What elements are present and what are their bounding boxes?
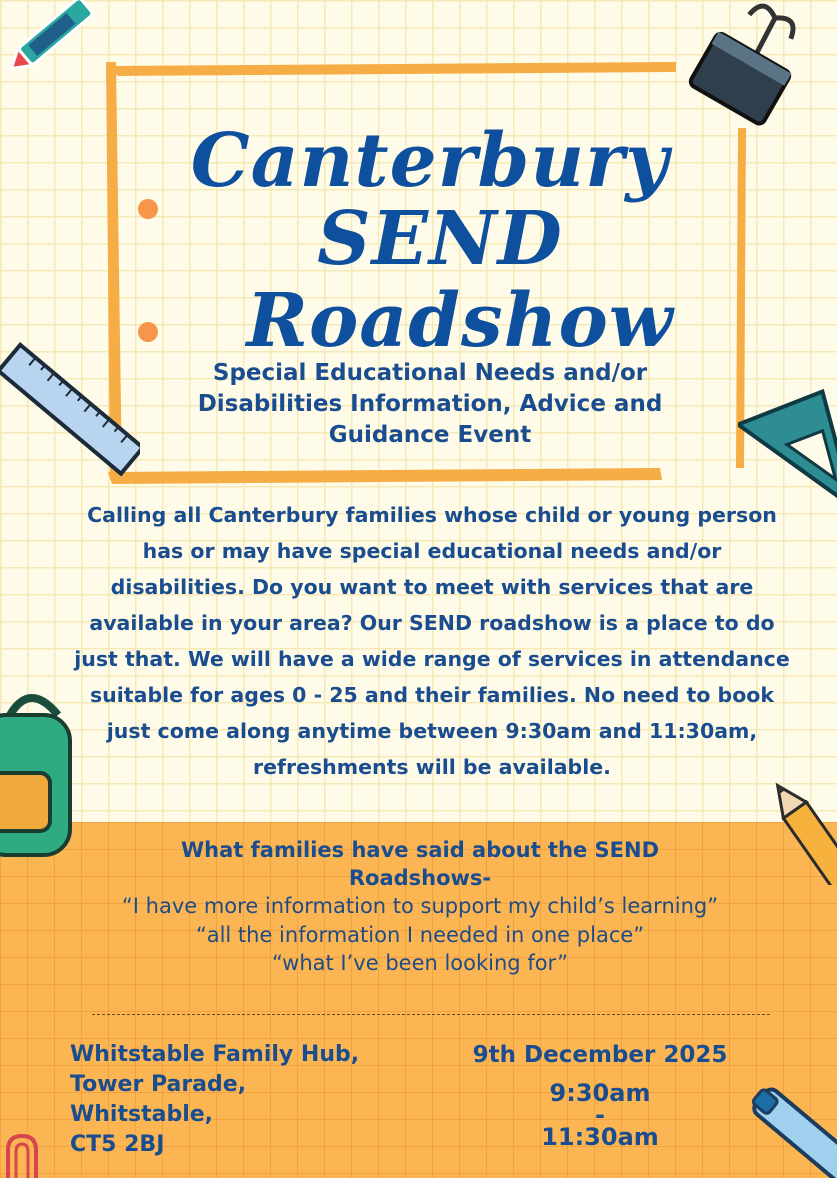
backpack-icon xyxy=(0,685,80,865)
title-line-1: Canterbury xyxy=(190,118,670,204)
testimonial-quote: “I have more information to support my child’s learning” xyxy=(121,894,719,918)
venue-line: Tower Parade, xyxy=(70,1072,247,1097)
frame-dot-bottom xyxy=(138,322,158,342)
binder-clip-icon xyxy=(685,0,805,130)
testimonials xyxy=(120,836,720,978)
testimonial-quote: “what I’ve been looking for” xyxy=(272,951,568,975)
paperclip-icon xyxy=(0,1128,50,1178)
testimonial-quote: “all the information I needed in one place” xyxy=(195,922,645,947)
venue-postcode: CT5 2BJ xyxy=(70,1132,165,1157)
event-start-time: 9:30am xyxy=(549,1079,651,1107)
event-date-time xyxy=(440,1040,760,1151)
dashed-divider xyxy=(92,1014,770,1015)
venue-address xyxy=(70,1040,359,1160)
venue-line: Whitstable, xyxy=(70,1102,214,1127)
venue-line: Whitstable Family Hub, xyxy=(70,1042,360,1067)
title-line-3: Roadshow xyxy=(246,278,674,364)
intro-paragraph: Calling all Canterbury families whose child or young person has or may have special educational needs and/or disabilities. Do you want to meet with services that are available in your area? Our SEND roadshow is a place to do just that. We will have a wide range of services in attendance suitable for ages 0 - 25 and their families. No need to book just come along anytime between 9:30am and 11:30am, refreshments will be available. xyxy=(74,503,790,779)
event-time-separator: - xyxy=(595,1101,605,1129)
pencil-icon xyxy=(775,775,837,885)
pen-icon xyxy=(0,0,110,80)
testimonials-heading: What families have said about the SEND Roadshows- xyxy=(181,838,659,890)
event-date: 9th December 2025 xyxy=(472,1042,728,1068)
event-end-time: 11:30am xyxy=(541,1123,659,1151)
subtitle: Special Educational Needs and/or Disabilities Information, Advice and Guidance Event xyxy=(197,360,663,448)
title-line-2: SEND xyxy=(317,196,563,282)
ruler-icon xyxy=(0,340,140,480)
